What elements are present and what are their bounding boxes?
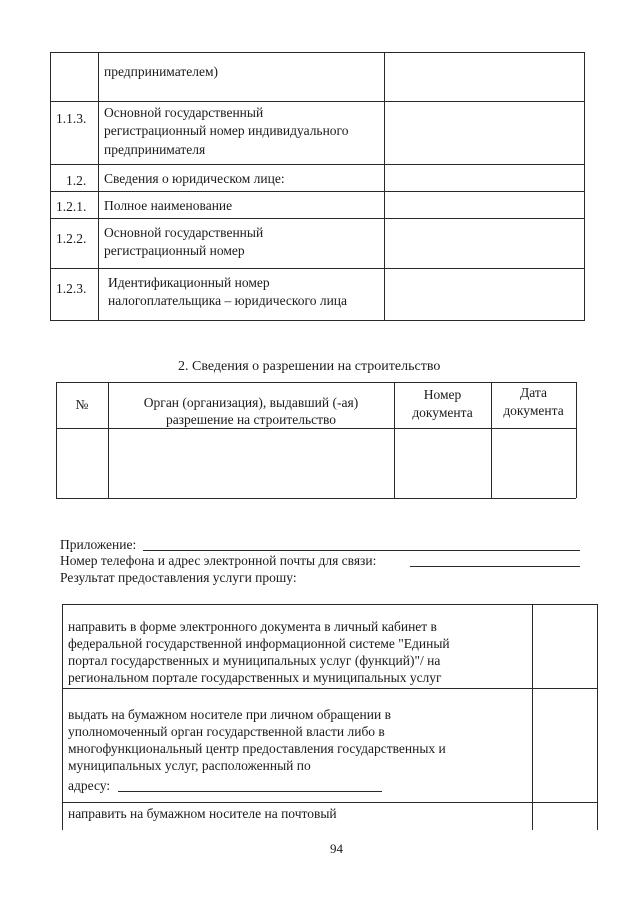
table1-row3-text: Полное наименование (104, 198, 233, 213)
table1-row1-line1: Основной государственный (104, 105, 264, 120)
table1-row1-line3: предпринимателя (104, 142, 206, 157)
option1-checkbox-cell[interactable] (533, 605, 597, 688)
option2-line5: адресу: (68, 778, 111, 793)
option1-line4: региональном портале государственных и муниципальных услуг (68, 670, 442, 685)
permit-header-organ-line2: разрешение на строительство (165, 412, 337, 427)
result-label: Результат предоставления услуги прошу: (60, 570, 297, 585)
option3-checkbox-cell[interactable] (533, 803, 597, 830)
permit-header-docnum-line1: Номер (423, 387, 462, 402)
option1-line2: федеральной государственной информационной системе "Единый (68, 636, 450, 651)
option1-line1: направить в форме электронного документа в личный кабинет в (68, 619, 437, 634)
permit-header-docdate-line1: Дата (520, 385, 547, 400)
table1-row3-num: 1.2.1. (56, 199, 87, 214)
attachment-label: Приложение: (60, 537, 137, 552)
permit-header-docnum-line2: документа (412, 405, 473, 420)
table1-row4-num: 1.2.2. (56, 231, 87, 246)
contact-fill-line[interactable] (410, 566, 580, 567)
table1-row5-line2: налогоплательщика – юридического лица (108, 293, 348, 308)
table1-row2-num: 1.2. (66, 173, 87, 188)
section2-title: 2. Сведения о разрешении на строительство (178, 359, 441, 374)
option2-line2: уполномоченный орган государственной власти либо в (68, 724, 385, 739)
option2-line3: многофункциональный центр предоставления государственных и (68, 741, 446, 756)
table1-row2-text: Сведения о юридическом лице: (104, 171, 285, 186)
permit-header-organ-line1: Орган (организация), выдавший (-ая) (143, 395, 359, 410)
table1-row1-line2: регистрационный номер индивидуального (104, 123, 349, 138)
table1-row5-num: 1.2.3. (56, 281, 87, 296)
option2-line4: муниципальных услуг, расположенный по (68, 758, 311, 773)
page-number: 94 (330, 841, 343, 856)
address-fill-line[interactable] (118, 791, 382, 792)
option2-line1: выдать на бумажном носителе при личном обращении в (68, 707, 391, 722)
table1-row5-line1: Идентификационный номер (108, 275, 270, 290)
attachment-fill-line[interactable] (143, 550, 580, 551)
table1-row0-text: предпринимателем) (104, 64, 219, 79)
permit-header-docdate-line2: документа (503, 403, 564, 418)
option2-checkbox-cell[interactable] (533, 689, 597, 802)
table1-row1-num: 1.1.3. (56, 111, 87, 126)
table1-row4-line1: Основной государственный (104, 225, 264, 240)
contact-label: Номер телефона и адрес электронной почты для связи: (60, 553, 377, 568)
option1-line3: портал государственных и муниципальных услуг (функций)"/ на (68, 653, 441, 668)
permit-header-num: № (75, 397, 89, 412)
option3-line1: направить на бумажном носителе на почтовый (68, 806, 337, 821)
table1-row4-line2: регистрационный номер (104, 243, 245, 258)
